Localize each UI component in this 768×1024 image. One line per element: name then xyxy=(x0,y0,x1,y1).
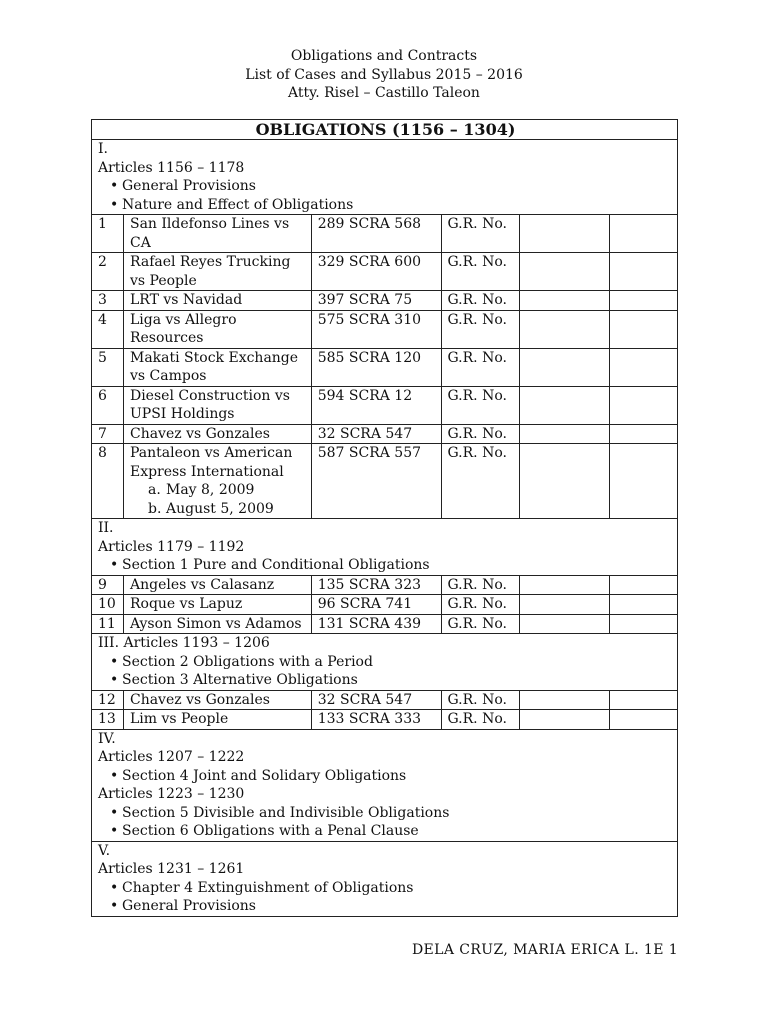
empty-cell xyxy=(520,614,610,634)
case-scra: 329 SCRA 600 xyxy=(311,253,441,291)
case-number: 8 xyxy=(92,444,124,519)
section-bullet: • Section 4 Joint and Solidary Obligations xyxy=(98,767,673,786)
case-scra: 587 SCRA 557 xyxy=(311,444,441,519)
case-number: 2 xyxy=(92,253,124,291)
table-row xyxy=(92,424,678,444)
case-number: 13 xyxy=(92,710,124,730)
case-gr: G.R. No. xyxy=(441,444,520,519)
empty-cell xyxy=(610,710,678,730)
item-letter: a. xyxy=(147,482,161,498)
case-number: 10 xyxy=(92,595,124,615)
table-row xyxy=(92,595,678,615)
empty-cell xyxy=(610,310,678,348)
case-name: Chavez vs Gonzales xyxy=(123,690,311,710)
case-name: Lim vs People xyxy=(123,710,311,730)
case-scra: 397 SCRA 75 xyxy=(311,291,441,311)
case-name: LRT vs Navidad xyxy=(123,291,311,311)
table-row xyxy=(92,690,678,710)
section-articles: Articles 1156 – 1178 xyxy=(98,159,245,176)
case-scra: 96 SCRA 741 xyxy=(311,595,441,615)
table-row xyxy=(92,575,678,595)
section-articles: Articles 1179 – 1192 xyxy=(98,538,245,555)
empty-cell xyxy=(520,424,610,444)
case-name: Liga vs Allegro Resources xyxy=(123,310,311,348)
section-heading: III. Articles 1193 – 1206 xyxy=(98,635,270,651)
section-row xyxy=(92,729,678,841)
item-date: May 8, 2009 xyxy=(165,482,255,498)
empty-cell xyxy=(610,291,678,311)
case-date-item xyxy=(130,481,307,500)
section-2 xyxy=(92,519,678,576)
empty-cell xyxy=(610,690,678,710)
case-name: Pantaleon vs American Express International xyxy=(129,445,293,480)
empty-cell xyxy=(520,310,610,348)
case-number: 1 xyxy=(92,215,124,253)
empty-cell xyxy=(610,424,678,444)
section-4 xyxy=(92,729,678,841)
empty-cell xyxy=(520,710,610,730)
case-number: 6 xyxy=(92,386,124,424)
empty-cell xyxy=(520,215,610,253)
section-roman: I. xyxy=(98,141,108,157)
case-number: 3 xyxy=(92,291,124,311)
empty-cell xyxy=(610,253,678,291)
case-scra: 133 SCRA 333 xyxy=(311,710,441,730)
table-row xyxy=(92,710,678,730)
section-row xyxy=(92,519,678,576)
case-name: Ayson Simon vs Adamos xyxy=(123,614,311,634)
case-gr: G.R. No. xyxy=(441,386,520,424)
section-articles: Articles 1231 – 1261 xyxy=(98,861,245,877)
section-row xyxy=(92,140,678,215)
case-number: 5 xyxy=(92,348,124,386)
item-date: August 5, 2009 xyxy=(165,500,274,517)
instructor-name: Atty. Risel – Castillo Taleon xyxy=(288,85,480,101)
table-row xyxy=(92,291,678,311)
case-gr: G.R. No. xyxy=(441,291,520,311)
table-row xyxy=(92,215,678,253)
section-roman: IV. xyxy=(98,730,116,747)
case-gr: G.R. No. xyxy=(441,614,520,634)
case-name: Diesel Construction vs UPSI Holdings xyxy=(123,386,311,424)
empty-cell xyxy=(520,348,610,386)
case-gr: G.R. No. xyxy=(441,253,520,291)
case-name: Roque vs Lapuz xyxy=(123,595,311,615)
case-name: Makati Stock Exchange vs Campos xyxy=(123,348,311,386)
case-number: 4 xyxy=(92,310,124,348)
empty-cell xyxy=(520,595,610,615)
section-articles: Articles 1223 – 1230 xyxy=(98,786,245,802)
case-date-item xyxy=(130,500,307,519)
empty-cell xyxy=(520,575,610,595)
empty-cell xyxy=(610,595,678,615)
list-subtitle: List of Cases and Syllabus 2015 – 2016 xyxy=(245,66,523,83)
cases-table xyxy=(91,119,678,917)
section-bullet: • Section 5 Divisible and Indivisible Obligations xyxy=(98,804,673,823)
case-scra: 135 SCRA 323 xyxy=(311,575,441,595)
page-footer: DELA CRUZ, MARIA ERICA L. 1E 1 xyxy=(411,942,678,958)
document-header xyxy=(0,47,768,103)
table-row xyxy=(92,253,678,291)
empty-cell xyxy=(520,386,610,424)
empty-cell xyxy=(610,575,678,595)
case-gr: G.R. No. xyxy=(441,348,520,386)
section-3 xyxy=(92,634,678,691)
case-gr: G.R. No. xyxy=(441,215,520,253)
section-articles: Articles 1207 – 1222 xyxy=(98,749,245,765)
empty-cell xyxy=(610,215,678,253)
case-scra: 32 SCRA 547 xyxy=(311,424,441,444)
case-gr: G.R. No. xyxy=(441,575,520,595)
table-row xyxy=(92,310,678,348)
table-row xyxy=(92,444,678,519)
case-scra: 575 SCRA 310 xyxy=(311,310,441,348)
empty-cell xyxy=(610,614,678,634)
case-scra: 289 SCRA 568 xyxy=(311,215,441,253)
case-gr: G.R. No. xyxy=(441,690,520,710)
case-scra: 585 SCRA 120 xyxy=(311,348,441,386)
section-bullet: • Chapter 4 Extinguishment of Obligations xyxy=(98,879,673,898)
case-number: 12 xyxy=(92,690,124,710)
case-gr: G.R. No. xyxy=(441,595,520,615)
case-number: 11 xyxy=(92,614,124,634)
section-bullet: • Section 1 Pure and Conditional Obligations xyxy=(98,556,673,575)
empty-cell xyxy=(520,444,610,519)
case-number: 9 xyxy=(92,575,124,595)
case-gr: G.R. No. xyxy=(441,424,520,444)
case-scra: 594 SCRA 12 xyxy=(311,386,441,424)
table-title-row xyxy=(92,120,678,140)
section-row xyxy=(92,634,678,691)
empty-cell xyxy=(520,253,610,291)
empty-cell xyxy=(520,291,610,311)
section-5 xyxy=(92,841,678,916)
section-bullet: • Section 2 Obligations with a Period xyxy=(98,653,673,672)
empty-cell xyxy=(520,690,610,710)
section-roman: V. xyxy=(98,842,111,859)
case-name: Rafael Reyes Trucking vs People xyxy=(123,253,311,291)
section-roman: II. xyxy=(98,520,114,536)
case-name: Chavez vs Gonzales xyxy=(123,424,311,444)
section-bullet: • Section 6 Obligations with a Penal Clause xyxy=(98,822,673,841)
table-row xyxy=(92,386,678,424)
empty-cell xyxy=(610,386,678,424)
section-1 xyxy=(92,140,678,215)
item-letter: b. xyxy=(147,500,162,517)
case-scra: 131 SCRA 439 xyxy=(311,614,441,634)
case-name: Angeles vs Calasanz xyxy=(123,575,311,595)
case-gr: G.R. No. xyxy=(441,310,520,348)
empty-cell xyxy=(610,348,678,386)
section-bullet: • General Provisions xyxy=(98,897,673,916)
section-row xyxy=(92,841,678,916)
case-gr: G.R. No. xyxy=(441,710,520,730)
case-name: San Ildefonso Lines vs CA xyxy=(123,215,311,253)
table-row xyxy=(92,348,678,386)
table-title: OBLIGATIONS (1156 – 1304) xyxy=(92,120,678,140)
course-title: Obligations and Contracts xyxy=(290,48,478,64)
case-number: 7 xyxy=(92,424,124,444)
table-row xyxy=(92,614,678,634)
empty-cell xyxy=(610,444,678,519)
section-bullet: • General Provisions xyxy=(98,177,673,196)
case-scra: 32 SCRA 547 xyxy=(311,690,441,710)
section-bullet: • Nature and Effect of Obligations xyxy=(98,196,673,215)
section-bullet: • Section 3 Alternative Obligations xyxy=(98,671,673,690)
case-name-cell xyxy=(123,444,311,519)
